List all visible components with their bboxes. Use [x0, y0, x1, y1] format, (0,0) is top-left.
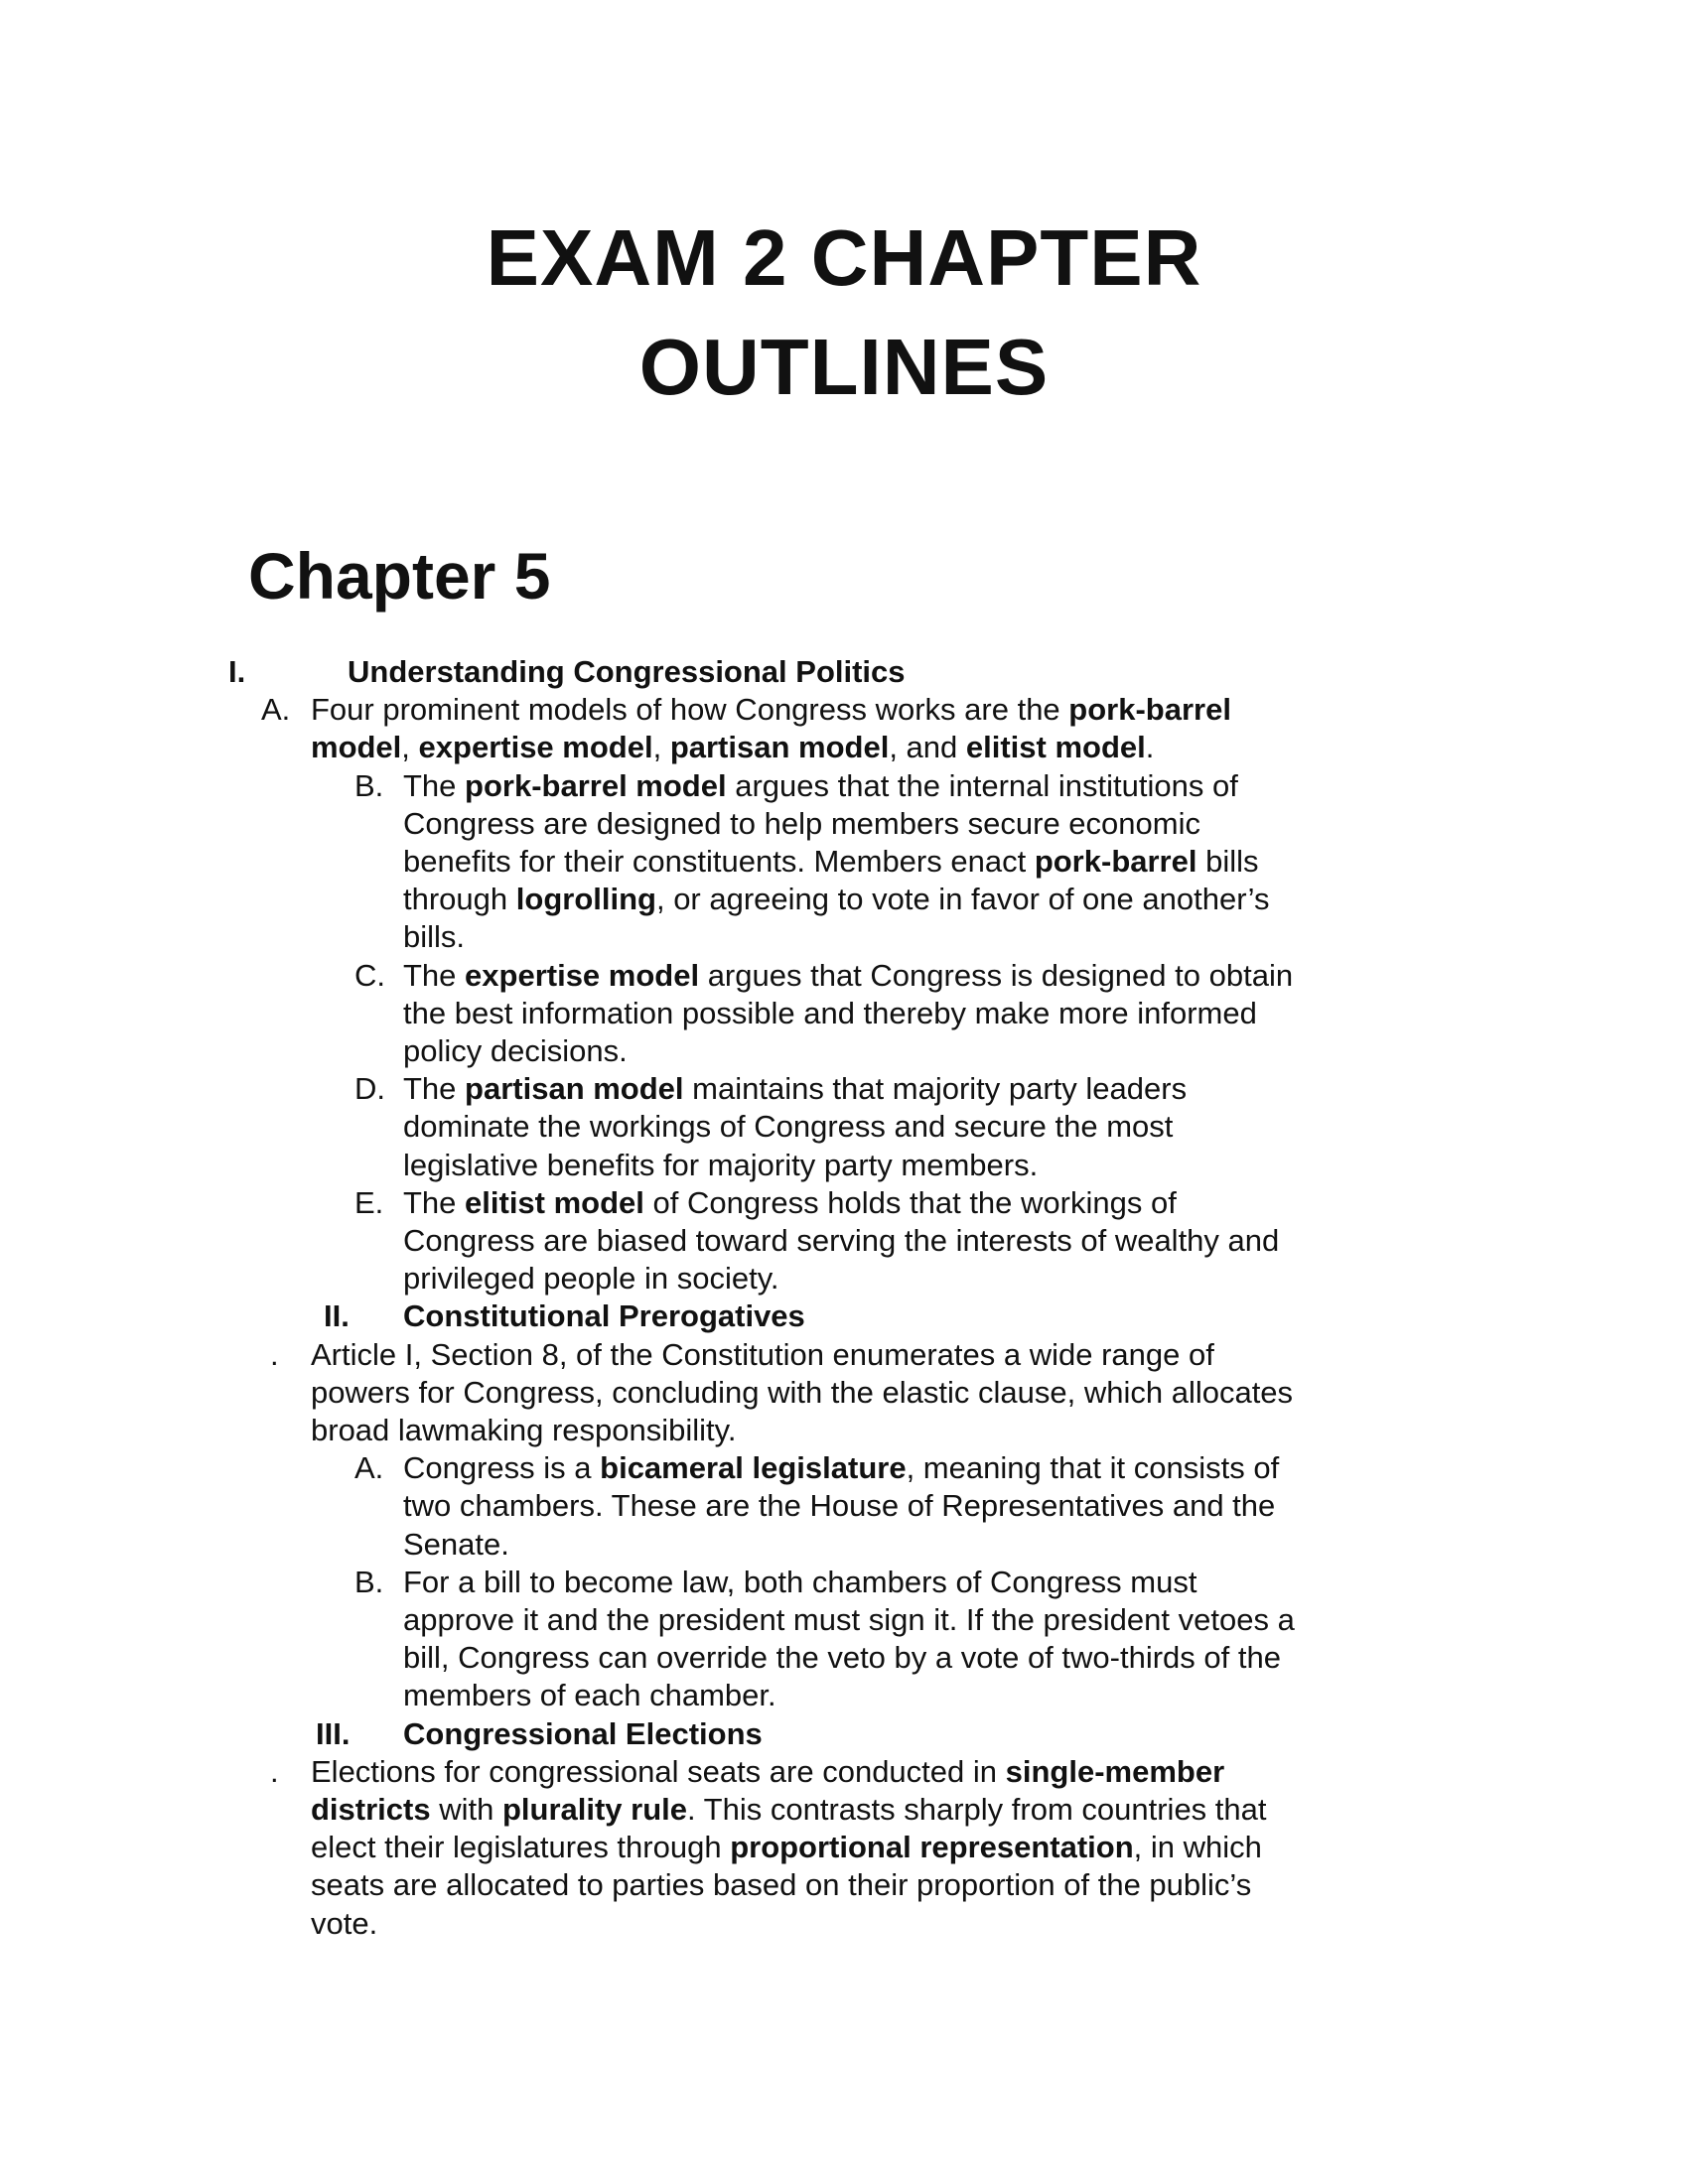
text-run: elect their legislatures through: [311, 1830, 731, 1865]
outline-line: [403, 1032, 628, 1070]
outline-line: [403, 918, 465, 956]
text-run: argues that the internal institutions of: [726, 767, 1238, 803]
text-run: approve it and the president must sign it. If the president vetoes a: [403, 1602, 1295, 1637]
outline-line: [403, 1108, 1173, 1146]
text-run: Congress is a: [403, 1450, 601, 1486]
outline-line: [403, 843, 1259, 881]
outline-line: [311, 729, 1154, 766]
bold-term: partisan model: [465, 1071, 684, 1107]
outline-line: [403, 881, 1270, 918]
item-marker: C.: [354, 957, 385, 993]
item-marker: D.: [354, 1071, 385, 1107]
text-run: , and: [889, 730, 966, 765]
bold-term: bicameral legislature: [600, 1450, 907, 1486]
text-run: Four prominent models of how Congress works are the: [311, 692, 1069, 728]
title-line-1: EXAM 2 CHAPTER: [486, 213, 1202, 302]
text-run: , or agreeing to vote in favor of one another’s: [655, 882, 1270, 917]
outline-line: [311, 1412, 736, 1449]
bold-term: expertise model: [418, 730, 653, 765]
outline-line: [311, 1829, 1262, 1866]
text-run: The: [403, 957, 466, 993]
text-run: vote.: [311, 1905, 378, 1941]
text-run: argues that Congress is designed to obtain: [699, 957, 1294, 993]
text-run: bills: [1196, 844, 1259, 879]
outline-line: [403, 1222, 1279, 1260]
item-marker: .: [270, 1336, 279, 1372]
item-marker: B.: [354, 1564, 384, 1599]
text-run: , meaning that it consists of: [906, 1450, 1280, 1486]
text-run: benefits for their constituents. Members enact: [403, 844, 1035, 879]
text-run: privileged people in society.: [403, 1261, 779, 1297]
text-run: legislative benefits for majority party members.: [403, 1147, 1039, 1182]
section-numeral: I.: [228, 654, 246, 689]
text-run: maintains that majority party leaders: [683, 1071, 1188, 1107]
outline-line: [403, 767, 1238, 805]
outline-line: [403, 1260, 779, 1297]
text-run: broad lawmaking responsibility.: [311, 1413, 737, 1447]
outline-line: [403, 1184, 1177, 1222]
text-run: members of each chamber.: [403, 1678, 776, 1713]
outline-line: [403, 805, 1200, 843]
bold-term: pork-barrel: [1068, 692, 1231, 728]
outline-line: [403, 1601, 1295, 1639]
text-run: The: [403, 1184, 466, 1220]
section-numeral: II.: [324, 1298, 350, 1334]
text-run: with: [430, 1792, 502, 1827]
bold-term: single-member: [1005, 1753, 1225, 1789]
item-marker: E.: [354, 1184, 384, 1220]
bold-term: pork-barrel: [1034, 844, 1197, 879]
bold-term: plurality rule: [501, 1792, 688, 1827]
text-run: . This contrasts sharply from countries that: [687, 1792, 1267, 1827]
text-run: Congress are biased toward serving the interests of wealthy and: [403, 1223, 1280, 1258]
outline-line: [403, 1487, 1275, 1525]
section-heading: Congressional Elections: [403, 1715, 763, 1751]
section-heading: Understanding Congressional Politics: [348, 654, 906, 689]
bold-term: elitist model: [965, 730, 1146, 765]
bold-term: model: [311, 730, 402, 765]
outline-line: [403, 1070, 1187, 1108]
outline-line: [311, 1866, 1251, 1904]
text-run: the best information possible and thereby make more informed: [403, 995, 1257, 1030]
outline-line: [311, 1905, 377, 1943]
text-run: , in which: [1133, 1830, 1262, 1865]
text-run: ,: [652, 730, 670, 765]
title-line-2: OUTLINES: [638, 323, 1050, 411]
outline-line: [403, 1449, 1279, 1487]
bold-term: logrolling: [515, 882, 656, 917]
outline-line: [403, 1564, 1196, 1601]
item-marker: A.: [354, 1450, 384, 1486]
bold-term: proportional representation: [730, 1830, 1134, 1865]
text-run: policy decisions.: [403, 1033, 628, 1068]
outline-line: [311, 1753, 1224, 1791]
text-run: through: [403, 882, 516, 917]
item-marker: A.: [261, 692, 291, 728]
bold-term: elitist model: [465, 1184, 644, 1220]
bold-term: pork-barrel model: [465, 767, 727, 803]
outline-line: [311, 1791, 1267, 1829]
text-run: dominate the workings of Congress and secure the most: [403, 1109, 1174, 1145]
text-run: bills.: [403, 919, 466, 955]
text-run: Article I, Section 8, of the Constitution enumerates a wide range of: [311, 1336, 1214, 1372]
text-run: two chambers. These are the House of Representatives and the: [403, 1488, 1276, 1524]
text-run: ,: [401, 730, 419, 765]
text-run: Elections for congressional seats are conducted in: [311, 1753, 1006, 1789]
outline-line: [403, 957, 1293, 995]
text-run: Senate.: [403, 1526, 509, 1562]
section-numeral: III.: [316, 1715, 351, 1751]
item-marker: .: [270, 1753, 279, 1789]
document-title: [0, 204, 1688, 422]
outline-line: [403, 1677, 776, 1714]
outline-line: [403, 995, 1257, 1032]
outline-line: [403, 1639, 1281, 1677]
text-run: The: [403, 767, 466, 803]
text-run: For a bill to become law, both chambers of Congress must: [403, 1564, 1197, 1599]
text-run: Congress are designed to help members secure economic: [403, 805, 1200, 841]
text-run: The: [403, 1071, 466, 1107]
section-heading: Constitutional Prerogatives: [403, 1298, 805, 1334]
outline-line: [403, 1526, 509, 1564]
outline-line: [403, 1147, 1038, 1184]
text-run: bill, Congress can override the veto by a vote of two-thirds of the: [403, 1640, 1281, 1676]
chapter-heading: Chapter 5: [248, 539, 551, 613]
bold-term: partisan model: [669, 730, 890, 765]
outline-line: [311, 691, 1231, 729]
text-run: seats are allocated to parties based on their proportion of the public’s: [311, 1867, 1252, 1903]
item-marker: B.: [354, 767, 384, 803]
bold-term: expertise model: [465, 957, 700, 993]
text-run: of Congress holds that the workings of: [643, 1184, 1177, 1220]
outline-line: [311, 1336, 1214, 1374]
text-run: .: [1145, 730, 1155, 765]
outline-line: [311, 1374, 1293, 1412]
bold-term: districts: [311, 1792, 431, 1827]
text-run: powers for Congress, concluding with the elastic clause, which allocates: [311, 1374, 1294, 1410]
